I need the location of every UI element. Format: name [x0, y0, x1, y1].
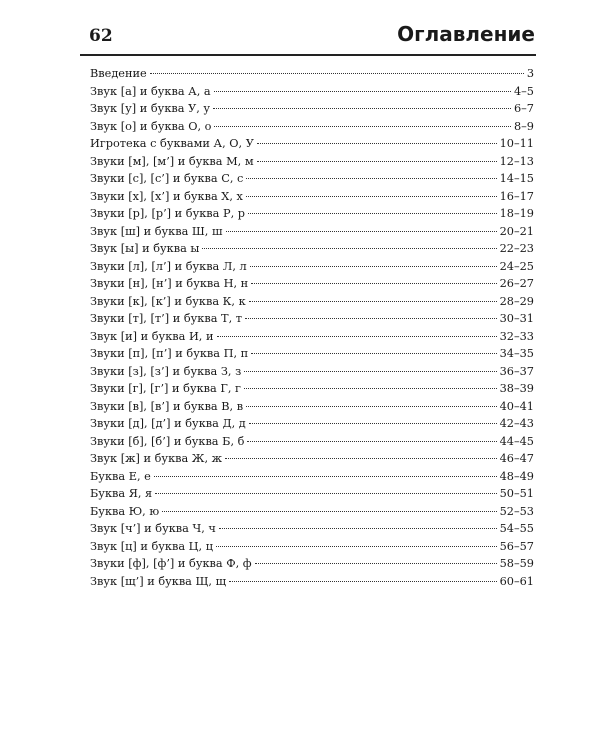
toc-entry-pages: 3 — [526, 67, 534, 80]
dot-leader — [248, 213, 497, 214]
toc-entry-pages: 28–29 — [499, 294, 534, 308]
toc-entry-title: Звуки [н], [н’] и буква Н, н — [90, 277, 249, 290]
dot-leader — [244, 371, 496, 372]
toc-entry-pages: 52–53 — [499, 504, 534, 518]
toc-entry-pages: 16–17 — [499, 189, 534, 203]
toc-entry-title: Звук [ы] и буква ы — [90, 242, 200, 255]
toc-entry-pages: 18–19 — [499, 207, 534, 220]
dot-leader — [150, 73, 524, 74]
dot-leader — [249, 423, 497, 424]
toc-entry[interactable] — [90, 363, 534, 381]
toc-entry[interactable] — [90, 415, 534, 433]
toc-entry-pages: 40–41 — [499, 399, 534, 413]
toc-entry-title: Звуки [к], [к’] и буква К, к — [90, 294, 246, 308]
toc-entry[interactable] — [90, 153, 534, 171]
toc-entry-pages: 56–57 — [499, 539, 534, 553]
toc-entry-title: Звук [и] и буква И, и — [90, 329, 214, 343]
toc-entry-pages: 46–47 — [499, 452, 534, 465]
toc-entry[interactable] — [90, 555, 534, 573]
header-divider — [80, 54, 536, 56]
toc-entry[interactable] — [90, 485, 534, 503]
toc-entry-pages: 42–43 — [499, 417, 534, 430]
toc-entry-title: Звук [щ’] и буква Щ, щ — [90, 574, 227, 588]
toc-entry-pages: 54–55 — [499, 522, 534, 535]
toc-entry-pages: 36–37 — [499, 364, 534, 378]
toc-entry-pages: 12–13 — [499, 154, 534, 168]
toc-entry-pages: 60–61 — [499, 574, 534, 588]
dot-leader — [213, 108, 511, 109]
toc-entry[interactable] — [90, 573, 534, 591]
dot-leader — [225, 458, 497, 459]
toc-entry-pages: 48–49 — [499, 469, 534, 483]
dot-leader — [257, 161, 497, 162]
toc-entry-title: Буква Е, е — [90, 469, 151, 483]
page-header — [80, 22, 535, 52]
toc-entry-title: Звуки [т], [т’] и буква Т, т — [90, 312, 243, 325]
toc-entry-title: Звук [ц] и буква Ц, ц — [90, 539, 213, 553]
toc-entry-title: Звуки [в], [в’] и буква В, в — [90, 399, 244, 413]
toc-entry-pages: 14–15 — [499, 172, 534, 185]
toc-entry-pages: 30–31 — [499, 312, 534, 325]
toc-entry-pages: 26–27 — [499, 277, 534, 290]
toc-entry-title: Звук [ш] и буква Ш, ш — [90, 224, 223, 238]
toc-entry[interactable] — [90, 398, 534, 416]
toc-entry-title: Введение — [90, 67, 147, 80]
toc-entry-pages: 44–45 — [499, 434, 534, 448]
toc-entry[interactable] — [90, 258, 534, 276]
toc-entry-title: Звуки [з], [з’] и буква З, з — [90, 364, 242, 378]
dot-leader — [216, 546, 497, 547]
dot-leader — [217, 336, 497, 337]
toc-entry-title: Звуки [л], [л’] и буква Л, л — [90, 259, 247, 273]
toc-entry[interactable] — [90, 170, 534, 188]
toc-entry[interactable] — [90, 293, 534, 311]
dot-leader — [162, 511, 496, 512]
toc-entry-title: Звуки [ф], [ф’] и буква Ф, ф — [90, 557, 252, 570]
toc-entry-title: Игротека с буквами А, О, У — [90, 137, 254, 150]
dot-leader — [214, 126, 511, 127]
toc-entry-title: Звуки [р], [р’] и буква Р, р — [90, 207, 246, 220]
toc-entry-pages: 32–33 — [499, 329, 534, 343]
toc-entry-pages: 38–39 — [499, 382, 534, 395]
toc-entry-title: Буква Я, я — [90, 487, 153, 500]
toc-entry-pages: 50–51 — [499, 487, 534, 500]
toc-entry-pages: 6–7 — [513, 102, 534, 115]
dot-leader — [246, 196, 497, 197]
dot-leader — [219, 528, 497, 529]
toc-entry-title: Буква Ю, ю — [90, 504, 160, 518]
dot-leader — [247, 441, 496, 442]
toc-entry[interactable] — [90, 83, 534, 101]
dot-leader — [246, 178, 496, 179]
toc-entry[interactable] — [90, 520, 534, 538]
dot-leader — [249, 301, 497, 302]
toc-entry-title: Звуки [д], [д’] и буква Д, д — [90, 417, 246, 430]
toc-entry-pages: 58–59 — [499, 557, 534, 570]
dot-leader — [154, 476, 497, 477]
dot-leader — [244, 388, 497, 389]
toc-entry-title: Звуки [п], [п’] и буква П, п — [90, 347, 249, 360]
toc-entry-pages: 20–21 — [499, 224, 534, 238]
page-title: Оглавление — [397, 22, 535, 46]
toc-entry[interactable] — [90, 240, 534, 258]
toc-entry[interactable] — [90, 100, 534, 118]
dot-leader — [257, 143, 497, 144]
toc-entry[interactable] — [90, 503, 534, 521]
toc-entry[interactable] — [90, 188, 534, 206]
toc-entry[interactable] — [90, 450, 534, 468]
dot-leader — [226, 231, 497, 232]
toc-entry-pages: 22–23 — [499, 242, 534, 255]
toc-entry[interactable] — [90, 433, 534, 451]
toc-entry-title: Звук [о] и буква О, о — [90, 119, 212, 133]
toc-entry-pages: 4–5 — [513, 84, 534, 98]
toc-entry-title: Звук [у] и буква У, у — [90, 102, 211, 115]
toc-entry-pages: 34–35 — [499, 347, 534, 360]
toc-entry-title: Звук [ж] и буква Ж, ж — [90, 452, 223, 465]
page-number: 62 — [89, 26, 113, 46]
dot-leader — [251, 353, 496, 354]
dot-leader — [229, 581, 497, 582]
toc-entry[interactable] — [90, 310, 534, 328]
dot-leader — [250, 266, 497, 267]
toc-entry[interactable] — [90, 205, 534, 223]
dot-leader — [155, 493, 496, 494]
toc-entry-title: Звук [а] и буква А, а — [90, 84, 211, 98]
toc-entry-pages: 8–9 — [513, 119, 534, 133]
toc-entry-title: Звуки [г], [г’] и буква Г, г — [90, 382, 241, 395]
toc-entry[interactable] — [90, 468, 534, 486]
toc-entry[interactable] — [90, 223, 534, 241]
dot-leader — [246, 406, 496, 407]
dot-leader — [251, 283, 496, 284]
toc-entry-pages: 24–25 — [499, 259, 534, 273]
toc-entry-title: Звук [ч’] и буква Ч, ч — [90, 522, 216, 535]
toc-entry[interactable] — [90, 275, 534, 293]
toc-entry-title: Звуки [м], [м’] и буква М, м — [90, 154, 254, 168]
toc-entry-title: Звуки [б], [б’] и буква Б, б — [90, 434, 245, 448]
toc-entry[interactable] — [90, 328, 534, 346]
dot-leader — [245, 318, 497, 319]
toc-entry[interactable] — [90, 118, 534, 136]
toc-entry[interactable] — [90, 538, 534, 556]
toc-entry-title: Звуки [с], [с’] и буква С, с — [90, 172, 244, 185]
toc-entry[interactable] — [90, 345, 534, 363]
dot-leader — [255, 563, 497, 564]
toc-entry[interactable] — [90, 380, 534, 398]
toc-entry[interactable] — [90, 135, 534, 153]
dot-leader — [202, 248, 496, 249]
toc-entry-pages: 10–11 — [499, 137, 534, 150]
dot-leader — [214, 91, 511, 92]
toc-entry[interactable] — [90, 65, 534, 83]
toc-entry-title: Звуки [х], [х’] и буква Х, х — [90, 189, 243, 203]
table-of-contents — [90, 65, 534, 590]
